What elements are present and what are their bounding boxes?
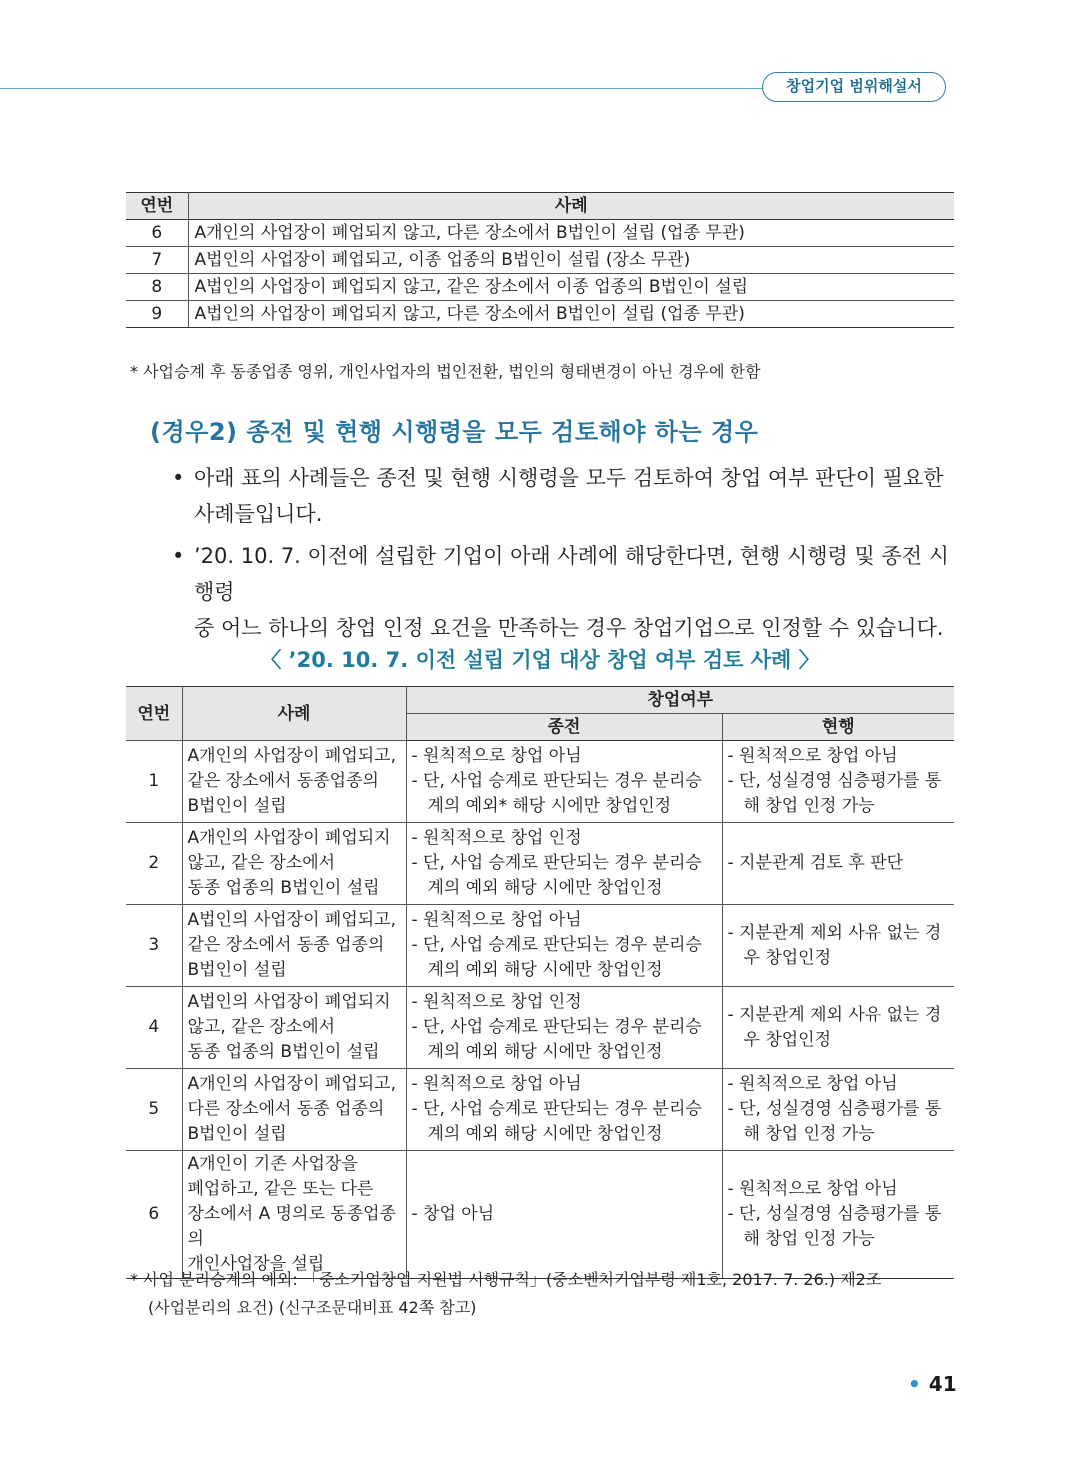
table-row — [126, 220, 954, 247]
row-prev — [406, 1151, 722, 1279]
case-line: A법인의 사업장이 폐업되지 — [187, 992, 391, 1012]
page-dot: • — [908, 1372, 921, 1396]
curr-item: - 지분관계 제외 사유 없는 경우 창업인정 — [727, 922, 942, 968]
col-header-no: 연번 — [126, 687, 182, 741]
row-no: 7 — [126, 247, 188, 274]
col-header-group: 창업여부 — [406, 687, 954, 714]
case-line: B법인이 설립 — [187, 1124, 287, 1144]
row-case — [182, 905, 406, 987]
row-prev — [406, 987, 722, 1069]
case-line: 개인사업장을 설립 — [187, 1254, 325, 1274]
page-number-value: 41 — [928, 1372, 957, 1396]
cases-table-continued — [126, 192, 954, 328]
row-case — [182, 741, 406, 823]
case-line: A개인의 사업장이 폐업되지 — [187, 828, 391, 848]
row-curr — [722, 1069, 954, 1151]
bullet-dot: • — [172, 544, 185, 568]
bullet-line: ’20. 10. 7. 이전에 설립한 기업이 아래 사례에 해당한다면, 현행 시행령 및 종전 시행령 — [194, 544, 949, 604]
prev-item: - 단, 사업 승계로 판단되는 경우 분리승계의 예외* 해당 시에만 창업인정 — [411, 771, 702, 816]
curr-item: - 단, 성실경영 심층평가를 통해 창업 인정 가능 — [727, 1099, 942, 1144]
curr-item: - 원칙적으로 창업 아님 — [727, 1179, 898, 1199]
table2-footnote — [130, 1266, 881, 1322]
row-curr — [722, 823, 954, 905]
case-line: A개인이 기존 사업장을 — [187, 1154, 358, 1174]
table2-title: 〈 ’20. 10. 7. 이전 설립 기업 대상 창업 여부 검토 사례 〉 — [260, 648, 820, 672]
prev-item: - 단, 사업 승계로 판단되는 경우 분리승계의 예외 해당 시에만 창업인정 — [411, 935, 702, 980]
header-badge: 창업기업 범위해설서 — [762, 72, 946, 102]
case-line: 않고, 같은 장소에서 — [187, 853, 336, 873]
row-case: A법인의 사업장이 폐업되고, 이종 업종의 B법인이 설립 (장소 무관) — [188, 247, 954, 274]
case-line: 동종 업종의 B법인이 설립 — [187, 1042, 380, 1062]
row-no: 4 — [126, 987, 182, 1069]
footnote-line: * 사업 분리승계의 예외: 「중소기업창업 지원법 시행규칙」(중소벤처기업부령 제1호, 2017. 7. 26.) 제2조 — [130, 1270, 882, 1289]
col-header-no: 연번 — [126, 193, 188, 220]
row-case — [182, 987, 406, 1069]
row-no: 3 — [126, 905, 182, 987]
row-curr — [722, 987, 954, 1069]
page-number — [908, 1372, 957, 1396]
table-row — [126, 1151, 954, 1279]
case-line: A법인의 사업장이 폐업되고, — [187, 910, 396, 930]
case-line: B법인이 설립 — [187, 796, 287, 816]
prev-item: - 원칙적으로 창업 인정 — [411, 828, 582, 848]
row-prev — [406, 1069, 722, 1151]
col-header-curr: 현행 — [722, 714, 954, 741]
curr-item: - 원칙적으로 창업 아님 — [727, 1074, 898, 1094]
prev-item: - 원칙적으로 창업 인정 — [411, 992, 582, 1012]
row-curr — [722, 1151, 954, 1279]
bullet-line: 중 어느 하나의 창업 인정 요건을 만족하는 경우 창업기업으로 인정할 수 있습니다. — [194, 616, 944, 640]
prev-item: - 창업 아님 — [411, 1204, 495, 1224]
case-line: 동종 업종의 B법인이 설립 — [187, 878, 380, 898]
row-prev — [406, 905, 722, 987]
col-header-case: 사례 — [188, 193, 954, 220]
row-case — [182, 1151, 406, 1279]
table-row — [126, 823, 954, 905]
col-header-case: 사례 — [182, 687, 406, 741]
bullet-line: 사례들입니다. — [194, 502, 323, 526]
section-heading: (경우2) 종전 및 현행 시행령을 모두 검토해야 하는 경우 — [150, 418, 759, 446]
col-header-prev: 종전 — [406, 714, 722, 741]
row-case: A법인의 사업장이 폐업되지 않고, 같은 장소에서 이종 업종의 B법인이 설립 — [188, 274, 954, 301]
table-row — [126, 905, 954, 987]
row-curr — [722, 905, 954, 987]
prev-item: - 단, 사업 승계로 판단되는 경우 분리승계의 예외 해당 시에만 창업인정 — [411, 1017, 702, 1062]
case-line: 않고, 같은 장소에서 — [187, 1017, 336, 1037]
prev-item: - 원칙적으로 창업 아님 — [411, 1074, 582, 1094]
row-case: A법인의 사업장이 폐업되지 않고, 다른 장소에서 B법인이 설립 (업종 무관) — [188, 301, 954, 328]
prev-item: - 원칙적으로 창업 아님 — [411, 746, 582, 766]
row-case: A개인의 사업장이 폐업되지 않고, 다른 장소에서 B법인이 설립 (업종 무관) — [188, 220, 954, 247]
row-no: 1 — [126, 741, 182, 823]
bullet-item — [172, 460, 962, 532]
row-prev — [406, 823, 722, 905]
case-line: A개인의 사업장이 폐업되고, — [187, 746, 396, 766]
footnote-line: (사업분리의 요건) (신구조문대비표 42쪽 참고) — [148, 1298, 477, 1317]
case-line: 같은 장소에서 동종업종의 — [187, 771, 379, 791]
header-rule — [0, 88, 770, 89]
table-row — [126, 247, 954, 274]
prev-item: - 단, 사업 승계로 판단되는 경우 분리승계의 예외 해당 시에만 창업인정 — [411, 853, 702, 898]
table-row — [126, 1069, 954, 1151]
table-row — [126, 301, 954, 328]
case-line: 장소에서 A 명의로 동종업종의 — [187, 1204, 396, 1249]
case-line: A개인의 사업장이 폐업되고, — [187, 1074, 396, 1094]
row-prev — [406, 741, 722, 823]
row-no: 8 — [126, 274, 188, 301]
prev-item: - 단, 사업 승계로 판단되는 경우 분리승계의 예외 해당 시에만 창업인정 — [411, 1099, 702, 1144]
row-case — [182, 1069, 406, 1151]
prev-item: - 원칙적으로 창업 아님 — [411, 910, 582, 930]
curr-item: - 지분관계 제외 사유 없는 경우 창업인정 — [727, 1004, 942, 1050]
case-line: 다른 장소에서 동종 업종의 — [187, 1099, 385, 1119]
case-line: 폐업하고, 같은 또는 다른 — [187, 1179, 374, 1199]
bullet-dot: • — [172, 466, 185, 490]
table-row — [126, 987, 954, 1069]
curr-item: - 원칙적으로 창업 아님 — [727, 746, 898, 766]
table1-footnote: * 사업승계 후 동종업종 영위, 개인사업자의 법인전환, 법인의 형태변경이 아닌 경우에 한함 — [130, 362, 761, 381]
case-line: 같은 장소에서 동종 업종의 — [187, 935, 385, 955]
case-line: B법인이 설립 — [187, 960, 287, 980]
curr-item: - 단, 성실경영 심층평가를 통해 창업 인정 가능 — [727, 1204, 942, 1249]
bullet-line: 아래 표의 사례들은 종전 및 현행 시행령을 모두 검토하여 창업 여부 판단이 필요한 — [194, 466, 944, 490]
table-row — [126, 274, 954, 301]
curr-item: - 지분관계 검토 후 판단 — [727, 853, 904, 873]
table-row — [126, 741, 954, 823]
row-no: 6 — [126, 220, 188, 247]
bullet-item — [172, 538, 962, 646]
row-no: 5 — [126, 1069, 182, 1151]
row-no: 6 — [126, 1151, 182, 1279]
row-curr — [722, 741, 954, 823]
row-no: 2 — [126, 823, 182, 905]
review-cases-table — [126, 686, 954, 1279]
row-case — [182, 823, 406, 905]
curr-item: - 단, 성실경영 심층평가를 통해 창업 인정 가능 — [727, 771, 942, 816]
row-no: 9 — [126, 301, 188, 328]
